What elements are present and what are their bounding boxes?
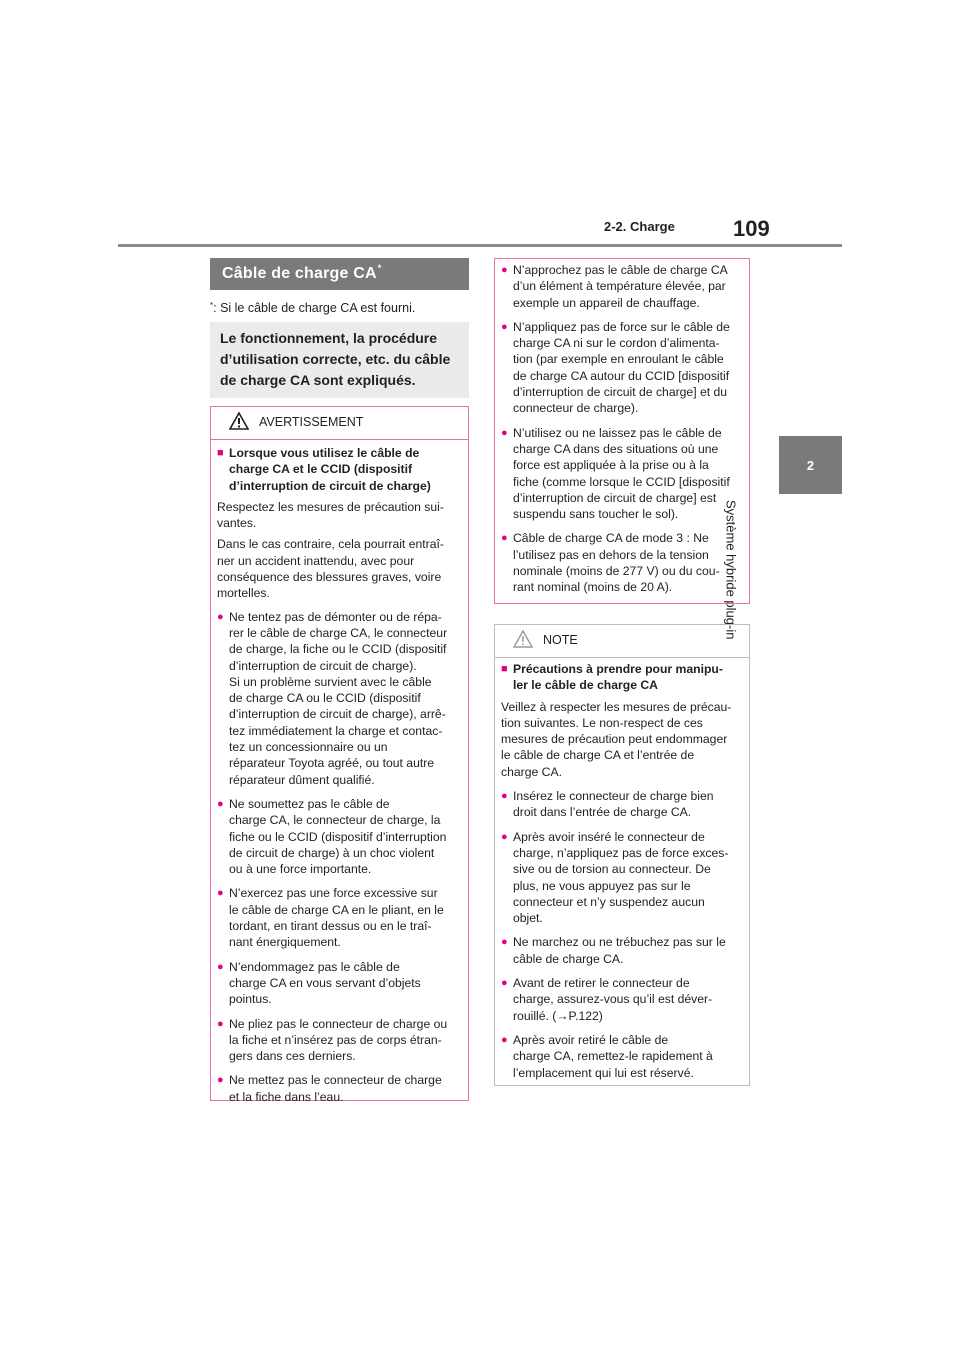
summary-line: d’utilisation correcte, etc. du câble bbox=[220, 351, 451, 367]
text-line: charge CA. bbox=[501, 764, 562, 779]
text-line: force est appliquée à la prise ou à la bbox=[513, 458, 709, 473]
text-line: de charge CA autour du CCID [dispositif bbox=[513, 368, 730, 383]
page-number: 109 bbox=[733, 216, 770, 241]
text-line: rant nominal (moins de 20 A). bbox=[513, 580, 673, 595]
text-line: le câble de charge CA et l’entrée de bbox=[501, 748, 695, 763]
text-line: nant énergiquement. bbox=[229, 935, 341, 950]
text-line: tion (par exemple en enroulant le câble bbox=[513, 352, 724, 367]
text-line: conséquence des blessures graves, voire bbox=[217, 570, 442, 585]
text-line: Ne mettez pas le connecteur de charge bbox=[229, 1073, 442, 1088]
text-line: droit dans l’entrée de charge CA. bbox=[513, 805, 692, 820]
bullet-dot-icon: ● bbox=[217, 960, 224, 973]
bullet-dot-icon: ● bbox=[501, 320, 508, 333]
text-line: Insérez le connecteur de charge bien bbox=[513, 789, 714, 804]
text-line: Veillez à respecter les mesures de précau- bbox=[501, 699, 732, 714]
text-line: mesures de précaution peut endommager bbox=[501, 732, 728, 747]
list-item bbox=[501, 788, 743, 821]
section-label: 2-2. Charge bbox=[604, 219, 675, 234]
text-line: réparateur dûment qualifié. bbox=[229, 772, 375, 787]
note-box bbox=[494, 624, 750, 1086]
text-line: tordant, en tirant dessus ou en le traî- bbox=[229, 919, 432, 934]
list-item bbox=[501, 425, 743, 523]
list-item bbox=[501, 530, 743, 595]
header-rule bbox=[118, 244, 842, 247]
heading-line: d’interruption de circuit de charge) bbox=[229, 478, 431, 493]
bullet-dot-icon: ● bbox=[501, 830, 508, 843]
text-line: tez un concessionnaire ou un bbox=[229, 740, 388, 755]
text-line: Dans le cas contraire, cela pourrait entraî- bbox=[217, 537, 444, 552]
text-line: fiche (comme lorsque le CCID [dispositif bbox=[513, 474, 730, 489]
list-item bbox=[217, 1016, 462, 1065]
list-item bbox=[217, 959, 462, 1008]
list-item bbox=[217, 1072, 462, 1105]
bullet-dot-icon: ● bbox=[217, 610, 224, 623]
list-item bbox=[217, 885, 462, 950]
heading-line: ler le câble de charge CA bbox=[513, 678, 658, 693]
text-line: d’un élément à température élevée, par bbox=[513, 279, 726, 294]
list-item bbox=[217, 609, 462, 788]
note-paragraph bbox=[501, 699, 743, 780]
text-line: connecteur de charge). bbox=[513, 401, 639, 416]
text-line: Si un problème survient avec le câble bbox=[229, 674, 432, 689]
text-line: tion suivantes. Le non-respect de ces bbox=[501, 715, 703, 730]
text-line: tez immédiatement la charge et contac- bbox=[229, 723, 443, 738]
chapter-side-label bbox=[723, 500, 842, 660]
chapter-title: Système hybride plug-in bbox=[723, 500, 738, 640]
square-bullet-icon: ■ bbox=[501, 663, 508, 675]
bullet-dot-icon: ● bbox=[217, 887, 224, 900]
text-line: câble de charge CA. bbox=[513, 951, 624, 966]
heading-line: charge CA et le CCID (dispositif bbox=[229, 462, 413, 477]
list-item bbox=[217, 796, 462, 877]
note-content bbox=[501, 661, 743, 1089]
bullet-dot-icon: ● bbox=[217, 1074, 224, 1087]
text-line: N’approchez pas le câble de charge CA bbox=[513, 263, 728, 277]
text-line: Ne soumettez pas le câble de bbox=[229, 796, 390, 811]
text-line: Ne pliez pas le connecteur de charge ou bbox=[229, 1016, 448, 1031]
summary-line: de charge CA sont expliqués. bbox=[220, 372, 416, 388]
page-reference[interactable]: rouillé. (→P.122) bbox=[513, 1008, 603, 1023]
footnote bbox=[210, 301, 415, 315]
text-line: suspendu sans toucher le sol). bbox=[513, 507, 679, 522]
list-item bbox=[501, 975, 743, 1024]
warning-paragraph bbox=[217, 536, 462, 601]
text-line: plus, ne vous appuyez pas sur le bbox=[513, 878, 691, 893]
text-line: nominale (moins de 277 V) ou du cou- bbox=[513, 564, 720, 579]
text-line: mortelles. bbox=[217, 586, 270, 601]
text-line: objet. bbox=[513, 911, 543, 926]
text-line: Ne tentez pas de démonter ou de répa- bbox=[229, 609, 442, 624]
text-line: de charge, la fiche ou le CCID (dispositif bbox=[229, 642, 447, 657]
text-line: N’appliquez pas de force sur le câble de bbox=[513, 319, 730, 334]
bullet-dot-icon: ● bbox=[501, 532, 508, 545]
section-title: Câble de charge CA bbox=[222, 265, 377, 282]
warning-heading bbox=[217, 445, 462, 494]
bullet-dot-icon: ● bbox=[501, 426, 508, 439]
text-line: gers dans ces derniers. bbox=[229, 1049, 356, 1064]
bullet-dot-icon: ● bbox=[217, 1017, 224, 1030]
text-line: ner un accident inattendu, avec pour bbox=[217, 553, 415, 568]
text-line: Ne marchez ou ne trébuchez pas sur le bbox=[513, 935, 726, 950]
text-line: N’utilisez ou ne laissez pas le câble de bbox=[513, 425, 722, 440]
text-line: et la fiche dans l’eau. bbox=[229, 1089, 344, 1104]
bullet-dot-icon: ● bbox=[501, 977, 508, 990]
text-line: Respectez les mesures de précaution sui- bbox=[217, 499, 444, 514]
summary-line: Le fonctionnement, la procédure bbox=[220, 330, 438, 346]
warning-box-continued bbox=[494, 258, 750, 604]
section-title-bar bbox=[210, 258, 469, 290]
text-line: charge CA dans des situations où une bbox=[513, 441, 719, 456]
warning-label: AVERTISSEMENT bbox=[259, 415, 364, 429]
bullet-dot-icon: ● bbox=[501, 790, 508, 803]
text-line: ou à une force importante. bbox=[229, 862, 372, 877]
heading-line: Précautions à prendre pour manipu- bbox=[513, 662, 723, 676]
text-line: le câble de charge CA en le pliant, en le bbox=[229, 902, 444, 917]
text-line: pointus. bbox=[229, 992, 272, 1007]
heading-line: Lorsque vous utilisez le câble de bbox=[229, 446, 420, 460]
text-line: Après avoir inséré le connecteur de bbox=[513, 829, 705, 844]
bullet-dot-icon: ● bbox=[501, 936, 508, 949]
text-line: charge CA, le connecteur de charge, la bbox=[229, 813, 441, 828]
text-line: de circuit de charge) à un choc violent bbox=[229, 845, 435, 860]
warning-content bbox=[217, 445, 462, 1113]
text-line: connecteur et n’y suspendez aucun bbox=[513, 894, 705, 909]
text-line: exemple un appareil de chauffage. bbox=[513, 295, 700, 310]
text-line: charge CA, remettez-le rapidement à bbox=[513, 1049, 713, 1064]
footnote-text: : Si le câble de charge CA est fourni. bbox=[213, 301, 416, 315]
list-item bbox=[501, 1032, 743, 1081]
text-line: Câble de charge CA de mode 3 : Ne bbox=[513, 531, 709, 546]
text-line: N’endommagez pas le câble de bbox=[229, 959, 400, 974]
text-line: charge CA ni sur le cordon d’alimenta- bbox=[513, 336, 720, 351]
list-item bbox=[501, 262, 743, 311]
text-line: d’interruption de circuit de charge] et du bbox=[513, 385, 728, 400]
list-item bbox=[501, 319, 743, 417]
text-line: l’utilisez pas en dehors de la tension bbox=[513, 547, 709, 562]
warning-header bbox=[211, 407, 468, 440]
text-line: d’interruption de circuit de charge), arrê- bbox=[229, 707, 446, 722]
text-line: rer le câble de charge CA, le connecteur bbox=[229, 625, 448, 640]
warning-triangle-icon bbox=[229, 412, 249, 430]
summary-box bbox=[210, 322, 469, 398]
text-line: réparateur Toyota agréé, ou tout autre bbox=[229, 756, 435, 771]
text-line: Après avoir retiré le câble de bbox=[513, 1032, 669, 1047]
text-line: sive ou de torsion au connecteur. De bbox=[513, 862, 711, 877]
text-line: la fiche et n’insérez pas de corps étran- bbox=[229, 1032, 442, 1047]
text-line: d’interruption de circuit de charge] est bbox=[513, 490, 717, 505]
text-line: Avant de retirer le connecteur de bbox=[513, 976, 690, 991]
note-header bbox=[495, 625, 749, 658]
text-line: de charge CA ou le CCID (dispositif bbox=[229, 691, 421, 706]
bullet-dot-icon: ● bbox=[217, 797, 224, 810]
note-label: NOTE bbox=[543, 633, 578, 647]
text-line: N’exercez pas une force excessive sur bbox=[229, 886, 438, 901]
list-item bbox=[501, 829, 743, 927]
text-line: d’interruption de circuit de charge). bbox=[229, 658, 417, 673]
list-item bbox=[501, 934, 743, 967]
note-heading bbox=[501, 661, 743, 694]
text-line: l’emplacement qui lui est réservé. bbox=[513, 1065, 694, 1080]
chapter-tab bbox=[779, 436, 842, 494]
footnote-mark: * bbox=[210, 301, 214, 310]
bullet-dot-icon: ● bbox=[501, 264, 508, 276]
text-line: vantes. bbox=[217, 516, 257, 531]
section-title-mark: * bbox=[377, 263, 382, 273]
text-line: fiche ou le CCID (dispositif d’interruption bbox=[229, 829, 447, 844]
warning-cont-content bbox=[501, 262, 743, 604]
caution-triangle-icon bbox=[513, 630, 533, 648]
warning-paragraph bbox=[217, 499, 462, 532]
warning-box bbox=[210, 406, 469, 1104]
square-bullet-icon: ■ bbox=[217, 447, 224, 459]
text-line: charge CA en vous servant d’objets bbox=[229, 975, 421, 990]
text-line: charge, assurez-vous qu’il est déver- bbox=[513, 992, 713, 1007]
chapter-number: 2 bbox=[806, 457, 815, 473]
bullet-dot-icon: ● bbox=[501, 1033, 508, 1046]
text-line: charge, n’appliquez pas de force exces- bbox=[513, 845, 729, 860]
